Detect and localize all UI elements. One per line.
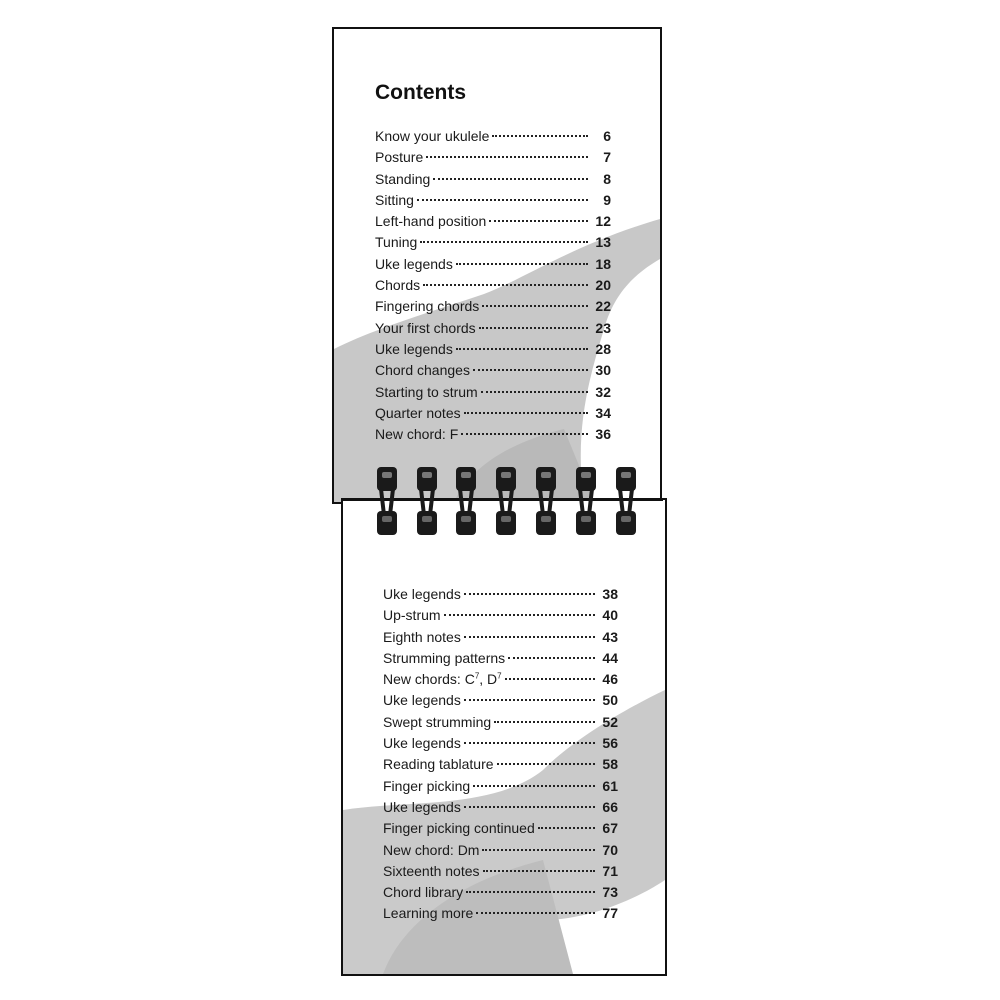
toc-entry-title: Reading tablature — [383, 756, 494, 773]
toc-entry-page-number: 13 — [595, 234, 611, 251]
toc-entry-page-number: 50 — [602, 692, 618, 709]
toc-entry — [375, 424, 611, 445]
toc-entry — [375, 211, 611, 232]
dot-leader — [464, 742, 595, 744]
toc-entry-title: Know your ukulele — [375, 128, 490, 144]
binding-coil — [455, 465, 477, 537]
dot-leader — [479, 327, 588, 329]
contents-list-bottom — [383, 584, 618, 925]
toc-entry-title: Uke legends — [383, 735, 461, 752]
toc-entry-title: Chords — [375, 277, 421, 294]
toc-entry-title: Standing — [375, 170, 431, 187]
toc-entry-title: New chord: F — [375, 426, 459, 443]
toc-entry-title: Your first chords — [375, 319, 476, 336]
toc-entry-title: Uke legends — [375, 340, 453, 357]
toc-entry-page-number: 20 — [595, 277, 611, 294]
dot-leader — [464, 412, 588, 414]
toc-entry — [383, 840, 618, 861]
dot-leader — [464, 593, 595, 595]
toc-entry — [383, 818, 618, 839]
toc-entry-page-number: 22 — [595, 298, 611, 315]
toc-entry-page-number: 23 — [595, 319, 611, 336]
toc-entry-page-number: 70 — [602, 841, 618, 858]
toc-entry-page-number: 61 — [602, 777, 618, 794]
toc-entry-title: Starting to strum — [375, 383, 478, 400]
toc-entry-title: Left-hand position — [375, 213, 487, 230]
toc-entry-title: Swept strumming — [383, 713, 492, 730]
toc-entry-title: Finger picking — [383, 777, 471, 794]
toc-entry — [375, 275, 611, 296]
toc-entry — [383, 627, 618, 648]
toc-entry — [375, 232, 611, 253]
toc-entry-page-number: 32 — [595, 383, 611, 400]
toc-entry-page-number: 9 — [603, 191, 611, 208]
dot-leader — [482, 849, 595, 851]
toc-entry — [375, 360, 611, 381]
toc-entry-page-number: 18 — [595, 255, 611, 272]
toc-entry-page-number: 44 — [602, 649, 618, 666]
toc-entry — [375, 382, 611, 403]
toc-entry — [383, 690, 618, 711]
toc-entry-page-number: 71 — [602, 862, 618, 879]
toc-entry-page-number: 56 — [602, 735, 618, 752]
toc-entry — [375, 403, 611, 424]
binding-coil — [376, 465, 398, 537]
toc-entry-title: Sitting — [375, 191, 414, 208]
toc-entry-title: Uke legends — [375, 255, 453, 272]
toc-entry-page-number: 38 — [602, 586, 618, 602]
toc-entry-title: Uke legends — [383, 692, 461, 709]
toc-entry — [383, 648, 618, 669]
toc-entry-title: Uke legends — [383, 798, 461, 815]
toc-entry-title: Chord changes — [375, 362, 470, 379]
toc-entry — [383, 733, 618, 754]
dot-leader — [481, 391, 588, 393]
toc-entry-page-number: 6 — [603, 128, 611, 144]
toc-entry-page-number: 73 — [602, 884, 618, 901]
binding-coil — [615, 465, 637, 537]
dot-leader — [483, 870, 595, 872]
toc-entry-title: New chords: $C^7$, $D^7$ — [383, 671, 502, 688]
dot-leader — [433, 178, 588, 180]
toc-entry-page-number: 8 — [603, 170, 611, 187]
dot-leader — [456, 263, 588, 265]
toc-entry-title: Up-strum — [383, 607, 441, 624]
toc-entry-page-number: 34 — [595, 404, 611, 421]
toc-entry — [383, 776, 618, 797]
dot-leader — [417, 199, 588, 201]
dot-leader — [505, 678, 595, 680]
toc-entry — [375, 147, 611, 168]
dot-leader — [461, 433, 588, 435]
toc-entry-page-number: 28 — [595, 340, 611, 357]
dot-leader — [473, 785, 595, 787]
toc-entry — [375, 339, 611, 360]
toc-entry-page-number: 58 — [602, 756, 618, 773]
dot-leader — [482, 305, 588, 307]
toc-entry-page-number: 7 — [603, 149, 611, 166]
binding-coil — [575, 465, 597, 537]
binding-coil — [416, 465, 438, 537]
dot-leader — [508, 657, 595, 659]
toc-entry-title: Chord library — [383, 884, 464, 901]
toc-entry-title: Finger picking continued — [383, 820, 535, 837]
dot-leader — [456, 348, 588, 350]
toc-entry-title: Posture — [375, 149, 424, 166]
toc-entry-page-number: 43 — [602, 628, 618, 645]
toc-entry-title: Learning more — [383, 905, 474, 922]
toc-entry-title: Quarter notes — [375, 404, 461, 421]
toc-entry-page-number: 36 — [595, 426, 611, 443]
dot-leader — [466, 891, 595, 893]
bottom-page — [341, 498, 667, 976]
toc-entry-page-number: 40 — [602, 607, 618, 624]
dot-leader — [489, 220, 588, 222]
toc-entry-page-number: 52 — [602, 713, 618, 730]
toc-entry — [375, 190, 611, 211]
toc-entry — [383, 669, 618, 690]
toc-entry-title: Sixteenth notes — [383, 862, 480, 879]
dot-leader — [494, 721, 595, 723]
toc-entry-title: Uke legends — [383, 586, 461, 602]
dot-leader — [538, 827, 595, 829]
toc-entry — [383, 584, 618, 605]
toc-entry — [383, 605, 618, 626]
contents-list-top — [375, 126, 611, 445]
toc-entry-page-number: 77 — [602, 905, 618, 922]
toc-entry-page-number: 66 — [602, 798, 618, 815]
toc-entry — [383, 754, 618, 775]
dot-leader — [426, 156, 588, 158]
toc-entry-title: Eighth notes — [383, 628, 461, 645]
toc-entry — [375, 318, 611, 339]
toc-entry-page-number: 67 — [602, 820, 618, 837]
toc-entry — [375, 169, 611, 190]
toc-entry-page-number: 12 — [595, 213, 611, 230]
dot-leader — [473, 369, 588, 371]
dot-leader — [420, 241, 588, 243]
toc-entry-title: New chord: Dm — [383, 841, 480, 858]
toc-entry-title: Strumming patterns — [383, 649, 506, 666]
toc-entry — [375, 126, 611, 147]
dot-leader — [444, 614, 595, 616]
toc-entry-page-number: 46 — [602, 671, 618, 688]
toc-entry — [375, 296, 611, 317]
toc-entry-title: Fingering chords — [375, 298, 480, 315]
toc-entry — [383, 861, 618, 882]
page-title: Contents — [375, 81, 466, 104]
dot-leader — [464, 699, 595, 701]
dot-leader — [423, 284, 588, 286]
binding-coil — [535, 465, 557, 537]
top-page — [332, 27, 662, 504]
dot-leader — [492, 135, 588, 137]
toc-entry — [383, 712, 618, 733]
toc-entry — [383, 903, 618, 924]
dot-leader — [464, 636, 595, 638]
dot-leader — [497, 763, 595, 765]
toc-entry-title: Tuning — [375, 234, 418, 251]
toc-entry — [383, 797, 618, 818]
binding-coil — [495, 465, 517, 537]
toc-entry — [375, 254, 611, 275]
dot-leader — [464, 806, 595, 808]
dot-leader — [476, 912, 595, 914]
toc-entry — [383, 882, 618, 903]
toc-entry-page-number: 30 — [595, 362, 611, 379]
